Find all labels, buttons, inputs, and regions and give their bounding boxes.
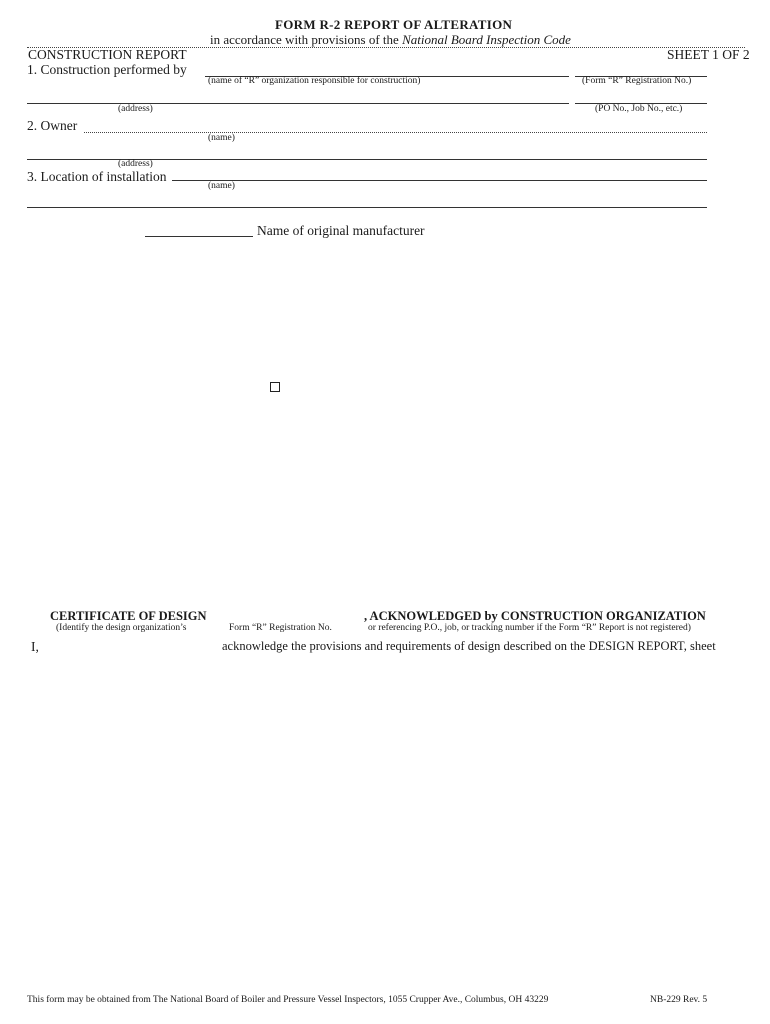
installation-location-line bbox=[172, 180, 707, 181]
owner-address-field[interactable] bbox=[27, 143, 705, 159]
owner-name-line bbox=[84, 132, 707, 133]
installation-address-field[interactable] bbox=[27, 191, 705, 207]
reference-number-caption: or referencing P.O., job, or tracking number if the Form “R” Report is not registered) bbox=[368, 623, 691, 633]
construction-org-name-caption: (name of “R” organization responsible for construction) bbox=[208, 76, 421, 86]
form-revision: NB-229 Rev. 5 bbox=[650, 995, 708, 1005]
subtitle-code-name: National Board Inspection Code bbox=[402, 32, 571, 47]
installation-location-caption: (name) bbox=[208, 181, 235, 191]
owner-address-caption: (address) bbox=[118, 159, 153, 169]
original-manufacturer-label: Name of original manufacturer bbox=[257, 223, 425, 238]
certificate-of-design-title: CERTIFICATE OF DESIGN bbox=[50, 609, 207, 623]
sheet-number: SHEET 1 OF 2 bbox=[667, 47, 750, 62]
installation-location-field[interactable] bbox=[172, 164, 705, 180]
installation-address-line bbox=[27, 207, 707, 208]
owner-name-field[interactable] bbox=[84, 116, 704, 132]
owner-name-caption: (name) bbox=[208, 133, 235, 143]
design-acknowledgement-statement: acknowledge the provisions and requirements of design described on the DESIGN REPORT, sheet bbox=[222, 639, 716, 653]
certifier-name-field[interactable] bbox=[45, 637, 215, 653]
subtitle-prefix: in accordance with provisions of the bbox=[210, 32, 403, 47]
form-r-registration-field[interactable] bbox=[575, 59, 705, 75]
section-title: CONSTRUCTION REPORT bbox=[28, 47, 187, 62]
form-subtitle bbox=[210, 32, 571, 48]
form-r-registration-caption: (Form “R” Registration No.) bbox=[582, 76, 692, 86]
construction-org-address-field[interactable] bbox=[27, 86, 565, 102]
po-job-number-caption: (PO No., Job No., etc.) bbox=[595, 104, 683, 114]
form-checkbox[interactable] bbox=[270, 382, 280, 392]
construction-org-name-field[interactable] bbox=[205, 59, 565, 75]
construction-org-address-caption: (address) bbox=[118, 104, 153, 114]
certifier-i-label: I, bbox=[31, 639, 39, 654]
construction-performed-by-label: 1. Construction performed by bbox=[27, 62, 187, 77]
location-of-installation-label: 3. Location of installation bbox=[27, 169, 167, 184]
original-manufacturer-line bbox=[145, 236, 253, 237]
acknowledged-by-construction-title: , ACKNOWLEDGED by CONSTRUCTION ORGANIZATION bbox=[364, 609, 706, 623]
original-manufacturer-field[interactable] bbox=[145, 220, 251, 236]
design-org-caption: (Identify the design organization’s bbox=[56, 623, 187, 633]
form-r-registration-no-caption: Form “R” Registration No. bbox=[229, 623, 332, 633]
owner-label: 2. Owner bbox=[27, 118, 78, 133]
construction-org-address-line bbox=[27, 103, 569, 104]
form-title: FORM R-2 REPORT OF ALTERATION bbox=[275, 17, 513, 32]
form-source-notice: This form may be obtained from The National Board of Boiler and Pressure Vessel Inspectors, 1055 Crupper Ave., Columbus, OH 43229 bbox=[27, 995, 549, 1005]
po-job-number-field[interactable] bbox=[575, 86, 705, 102]
